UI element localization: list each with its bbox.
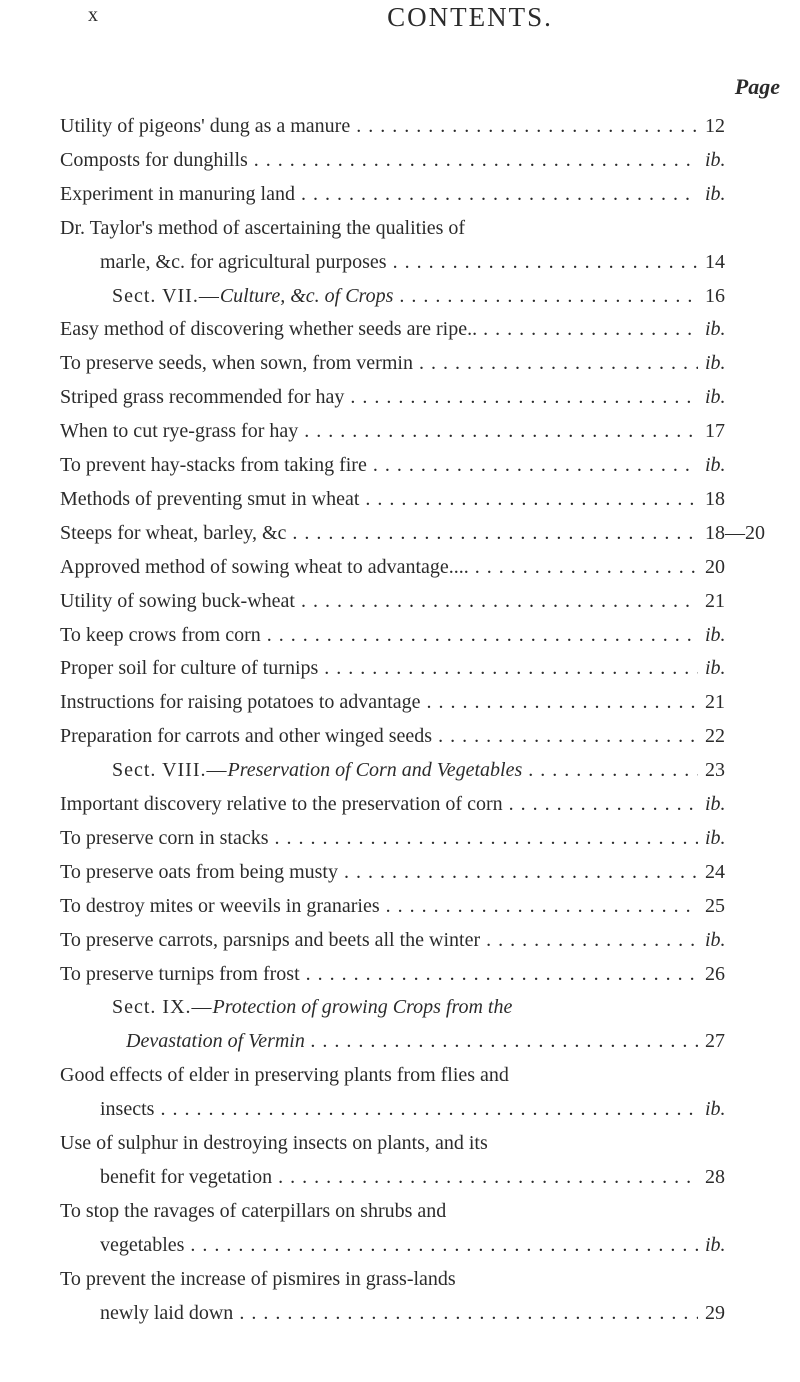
page-number: ib. <box>705 826 726 849</box>
section-label: Sect. VII.— <box>112 284 220 307</box>
entry-text <box>60 824 698 852</box>
entry-text <box>60 1265 780 1293</box>
entry-text <box>100 1095 698 1123</box>
contents-entry <box>0 417 800 445</box>
section-title: Protection of growing Crops from the <box>212 996 513 1019</box>
section-label: Sect. IX.— <box>112 996 213 1019</box>
contents-entry <box>0 824 800 852</box>
page-number: 29 <box>705 1301 725 1324</box>
entry-text <box>60 654 698 682</box>
entry-text <box>100 1299 698 1327</box>
page-number: 23 <box>705 759 725 782</box>
entry-text <box>112 282 698 310</box>
page-number: 27 <box>705 1030 725 1053</box>
contents-entry <box>0 146 800 174</box>
contents-entry <box>0 519 800 547</box>
entry-text <box>60 892 698 920</box>
contents-entry <box>0 553 800 581</box>
entry-text <box>60 1061 780 1089</box>
section-title-continued: Devastation of Vermin <box>126 1030 305 1053</box>
entry-label: Dr. Taylor's method of ascertaining the qualities of <box>60 216 466 239</box>
folio-number: x <box>88 4 98 26</box>
entry-label: To preserve turnips from frost <box>60 962 300 985</box>
page-number: ib. <box>705 318 726 341</box>
page-number: 28 <box>705 1165 725 1188</box>
entry-text <box>60 417 698 445</box>
contents-entry <box>0 1163 800 1191</box>
entry-label: Preparation for carrots and other winged seeds <box>60 725 433 748</box>
entry-label: When to cut rye-grass for hay <box>60 420 299 443</box>
page-number: ib. <box>705 1098 726 1121</box>
page-column-label: Page <box>734 74 780 99</box>
contents-entry <box>0 722 800 750</box>
page-number: 12 <box>705 115 725 137</box>
contents-entry <box>0 621 800 649</box>
entry-label: Use of sulphur in destroying insects on plants, and its <box>60 1132 488 1154</box>
entry-label: Important discovery relative to the preservation of corn <box>60 793 503 815</box>
entry-text <box>60 519 698 547</box>
contents-entry <box>0 926 800 954</box>
page-number: ib. <box>705 793 726 815</box>
entry-text <box>126 1027 698 1055</box>
entry-label: Utility of pigeons' dung as a manure <box>60 115 351 137</box>
entry-label: To keep crows from corn <box>60 623 261 646</box>
contents-entry <box>0 892 800 920</box>
page-number: 25 <box>705 894 725 917</box>
entry-text <box>100 1231 698 1259</box>
contents-entry <box>0 1095 800 1123</box>
section-heading <box>0 282 800 310</box>
entry-text <box>100 248 698 276</box>
entry-label: To preserve corn in stacks <box>60 826 269 849</box>
entry-text <box>60 688 698 716</box>
contents-entry <box>0 248 800 276</box>
contents-entry <box>0 485 800 513</box>
entry-text <box>60 926 698 954</box>
page-number: 26 <box>705 962 725 985</box>
page-number: 20 <box>705 555 725 578</box>
entry-label: Experiment in manuring land <box>60 182 295 205</box>
entry-label: Composts for dunghills <box>60 148 248 171</box>
entry-label: vegetables <box>100 1233 185 1256</box>
entry-label: benefit for vegetation <box>100 1165 273 1188</box>
page-number: 21 <box>705 589 725 612</box>
page-number: 17 <box>705 420 725 443</box>
entry-label: Approved method of sowing wheat to advantage.... <box>60 555 469 578</box>
entry-label: To preserve oats from being musty <box>60 860 338 883</box>
section-heading <box>0 993 800 1021</box>
entry-text <box>112 993 780 1021</box>
contents-entry <box>0 1231 800 1259</box>
page-number: ib. <box>705 623 726 646</box>
contents-entry <box>0 960 800 988</box>
page-number: ib. <box>705 352 726 375</box>
entry-label: newly laid down <box>100 1301 234 1324</box>
entry-text <box>60 858 698 886</box>
entry-label: To prevent the increase of pismires in grass-lands <box>60 1267 456 1290</box>
entry-label: Proper soil for culture of turnips <box>60 657 319 680</box>
entry-label: Easy method of discovering whether seeds are ripe.. <box>60 318 478 341</box>
entry-text <box>60 1197 780 1225</box>
entry-label: To preserve carrots, parsnips and beets all the winter <box>60 928 481 951</box>
contents-entry <box>0 688 800 716</box>
entry-text <box>60 553 698 581</box>
page-number: ib. <box>705 1233 726 1256</box>
page-number: ib. <box>705 148 726 171</box>
entry-text <box>60 112 698 140</box>
entry-text <box>60 383 698 411</box>
contents-entry <box>0 349 800 377</box>
entry-text <box>60 146 698 174</box>
entry-text <box>60 790 698 818</box>
contents-entry <box>0 790 800 818</box>
entry-label: To stop the ravages of caterpillars on shrubs and <box>60 1199 447 1222</box>
section-title: Preservation of Corn and Vegetables <box>227 759 523 782</box>
contents-entry <box>0 180 800 208</box>
entry-label: To prevent hay-stacks from taking fire <box>60 454 367 476</box>
entry-text <box>112 756 698 784</box>
entry-label: Instructions for raising potatoes to advantage <box>60 691 421 714</box>
page-number: ib. <box>705 928 726 951</box>
entry-label: marle, &c. for agricultural purposes <box>100 250 387 273</box>
entry-label: Steeps for wheat, barley, &c <box>60 521 287 544</box>
section-label: Sect. VIII.— <box>112 759 228 782</box>
contents-entry <box>0 587 800 615</box>
contents-entry <box>0 1197 800 1225</box>
entry-text <box>60 451 698 479</box>
entry-text <box>60 349 698 377</box>
page-number: 21 <box>705 691 725 714</box>
entry-label: Methods of preventing smut in wheat <box>60 487 360 510</box>
entry-text <box>60 587 698 615</box>
section-heading <box>0 756 800 784</box>
entry-label: insects <box>100 1098 155 1121</box>
contents-entry <box>0 1061 800 1089</box>
contents-entry <box>0 1265 800 1293</box>
contents-entry <box>0 112 800 140</box>
entry-text <box>60 960 698 988</box>
contents-entry <box>0 214 800 242</box>
page-number: ib. <box>705 386 726 409</box>
entry-label: To preserve seeds, when sown, from vermin <box>60 352 413 375</box>
page-number: 18—20 <box>705 521 765 544</box>
entry-text <box>60 315 698 343</box>
entry-text <box>60 621 698 649</box>
page-number: ib. <box>705 454 726 476</box>
page-header <box>0 2 800 42</box>
entry-label: Striped grass recommended for hay <box>60 386 345 409</box>
page-number: 16 <box>705 284 725 307</box>
entry-label: Good effects of elder in preserving plants from flies and <box>60 1064 509 1087</box>
contents-entry <box>0 1027 800 1055</box>
running-title: CONTENTS. <box>387 2 553 32</box>
contents-entry <box>0 383 800 411</box>
page-number: ib. <box>705 657 726 680</box>
contents-entry <box>0 451 800 479</box>
entry-text <box>60 180 698 208</box>
entry-text <box>100 1163 698 1191</box>
page-number: 18 <box>705 487 725 510</box>
entry-text <box>60 1129 780 1157</box>
contents-entry <box>0 858 800 886</box>
page-number: 14 <box>705 250 725 273</box>
entry-text <box>60 485 698 513</box>
contents-entry <box>0 1299 800 1327</box>
entry-label: To destroy mites or weevils in granaries <box>60 894 380 917</box>
section-title: Culture, &c. of Crops <box>219 284 394 307</box>
entry-text <box>60 214 780 242</box>
page-number: 24 <box>705 860 725 883</box>
page-number: ib. <box>705 182 726 205</box>
entry-text <box>60 722 698 750</box>
contents-entry <box>0 1129 800 1157</box>
contents-entry <box>0 315 800 343</box>
page-number: 22 <box>705 725 725 748</box>
entry-label: Utility of sowing buck-wheat <box>60 589 295 612</box>
contents-entry <box>0 654 800 682</box>
